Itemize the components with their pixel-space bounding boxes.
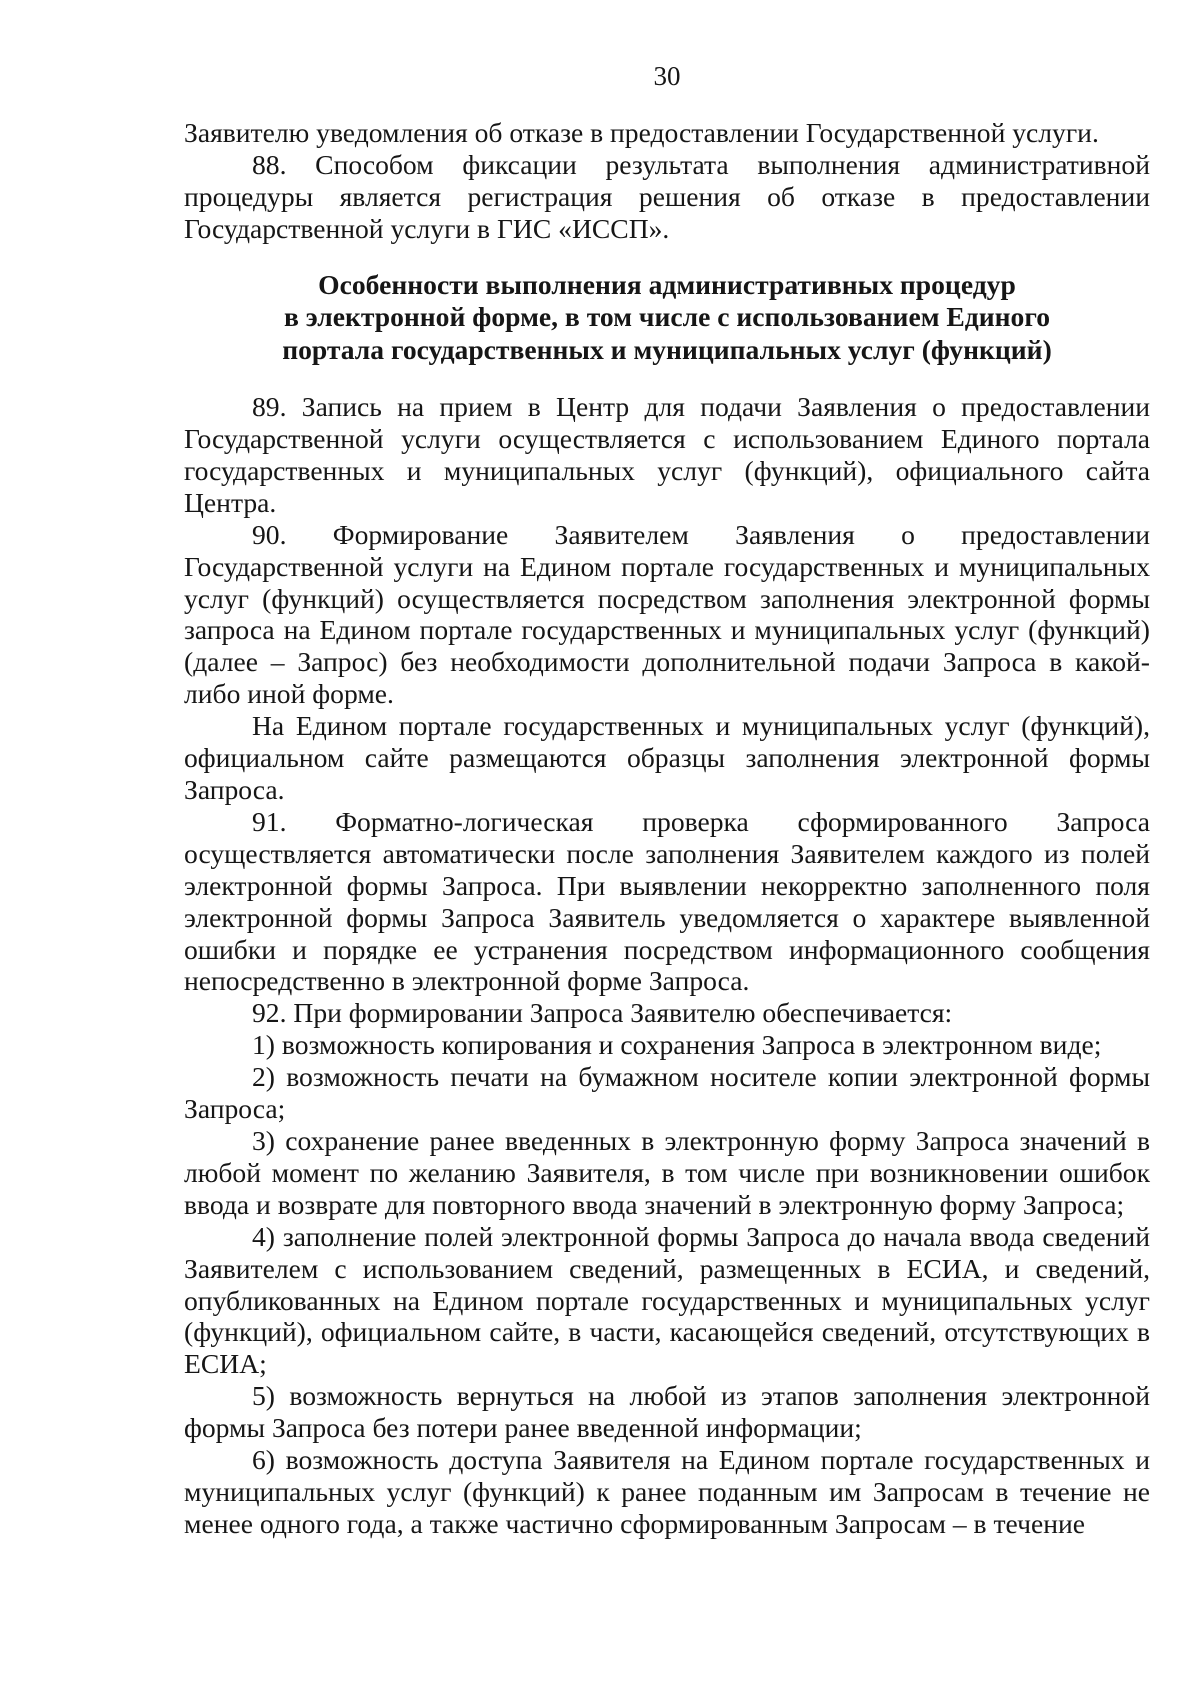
paragraph-88: 88. Способом фиксации результата выполнения административной процедуры является регистрация решения об отказе в предоставлении Государственной услуги в ГИС «ИССП». <box>184 148 1150 244</box>
paragraph-91: 91. Форматно-логическая проверка сформированного Запроса осуществляется автоматически после заполнения Заявителем каждого из полей электронной формы Запроса. При выявлении некорректно заполненного поля электронной формы Запроса Заявитель уведомляется о характере выявленной ошибки и порядке ее устранения посредством информационного сообщения непосредственно в электронной форме Запроса. <box>184 805 1150 997</box>
section-heading-line: в электронной форме, в том числе с использованием Единого <box>284 301 1050 333</box>
list-item-3: 3) сохранение ранее введенных в электронную форму Запроса значений в любой момент по желанию Заявителя, в том числе при возникновении ошибок ввода и возврате для повторного ввода значений в электронную форму Запроса; <box>184 1124 1150 1220</box>
list-item-4: 4) заполнение полей электронной формы Запроса до начала ввода сведений Заявителем с использованием сведений, размещенных в ЕСИА, и сведений, опубликованных на Едином портале государственных и муниципальных услуг (функций), официальном сайте, в части, касающейся сведений, отсутствующих в ЕСИА; <box>184 1220 1150 1380</box>
list-item-5: 5) возможность вернуться на любой из этапов заполнения электронной формы Запроса без потери ранее введенной информации; <box>184 1380 1150 1444</box>
list-item-6: 6) возможность доступа Заявителя на Едином портале государственных и муниципальных услуг (функций) к ранее поданным им Запросам в течение не менее одного года, а также частично сформированным Запросам – в течение <box>184 1444 1150 1539</box>
paragraph-89: 89. Запись на прием в Центр для подачи Заявления о предоставлении Государственной услуги осуществляется с использованием Единого портала государственных и муниципальных услуг (функций), официального сайта Центра. <box>184 391 1150 518</box>
paragraph-90: 90. Формирование Заявителем Заявления о предоставлении Государственной услуги на Едином портале государственных и муниципальных услуг (функций) осуществляется посредством заполнения электронной формы запроса на Едином портале государственных и муниципальных услуг (функций) (далее – Запрос) без необходимости дополнительной подачи Запроса в какой-либо иной форме. <box>184 518 1150 710</box>
section-heading <box>184 269 1150 367</box>
list-item-1: 1) возможность копирования и сохранения Запроса в электронном виде; <box>252 1029 1102 1061</box>
paragraph-continuation: Заявителю уведомления об отказе в предоставлении Государственной услуги. <box>184 117 1099 148</box>
page-number: 30 <box>653 61 681 91</box>
document-body <box>184 117 1150 1540</box>
paragraph-92: 92. При формировании Запроса Заявителю обеспечивается: <box>252 997 953 1029</box>
list-item-2: 2) возможность печати на бумажном носителе копии электронной формы Запроса; <box>184 1061 1150 1125</box>
paragraph-90-samples: На Едином портале государственных и муниципальных услуг (функций), официальном сайте размещаются образцы заполнения электронной формы Запроса. <box>184 710 1150 805</box>
section-heading-line: Особенности выполнения административных процедур <box>318 268 1016 300</box>
section-heading-line: портала государственных и муниципальных услуг (функций) <box>282 333 1052 365</box>
